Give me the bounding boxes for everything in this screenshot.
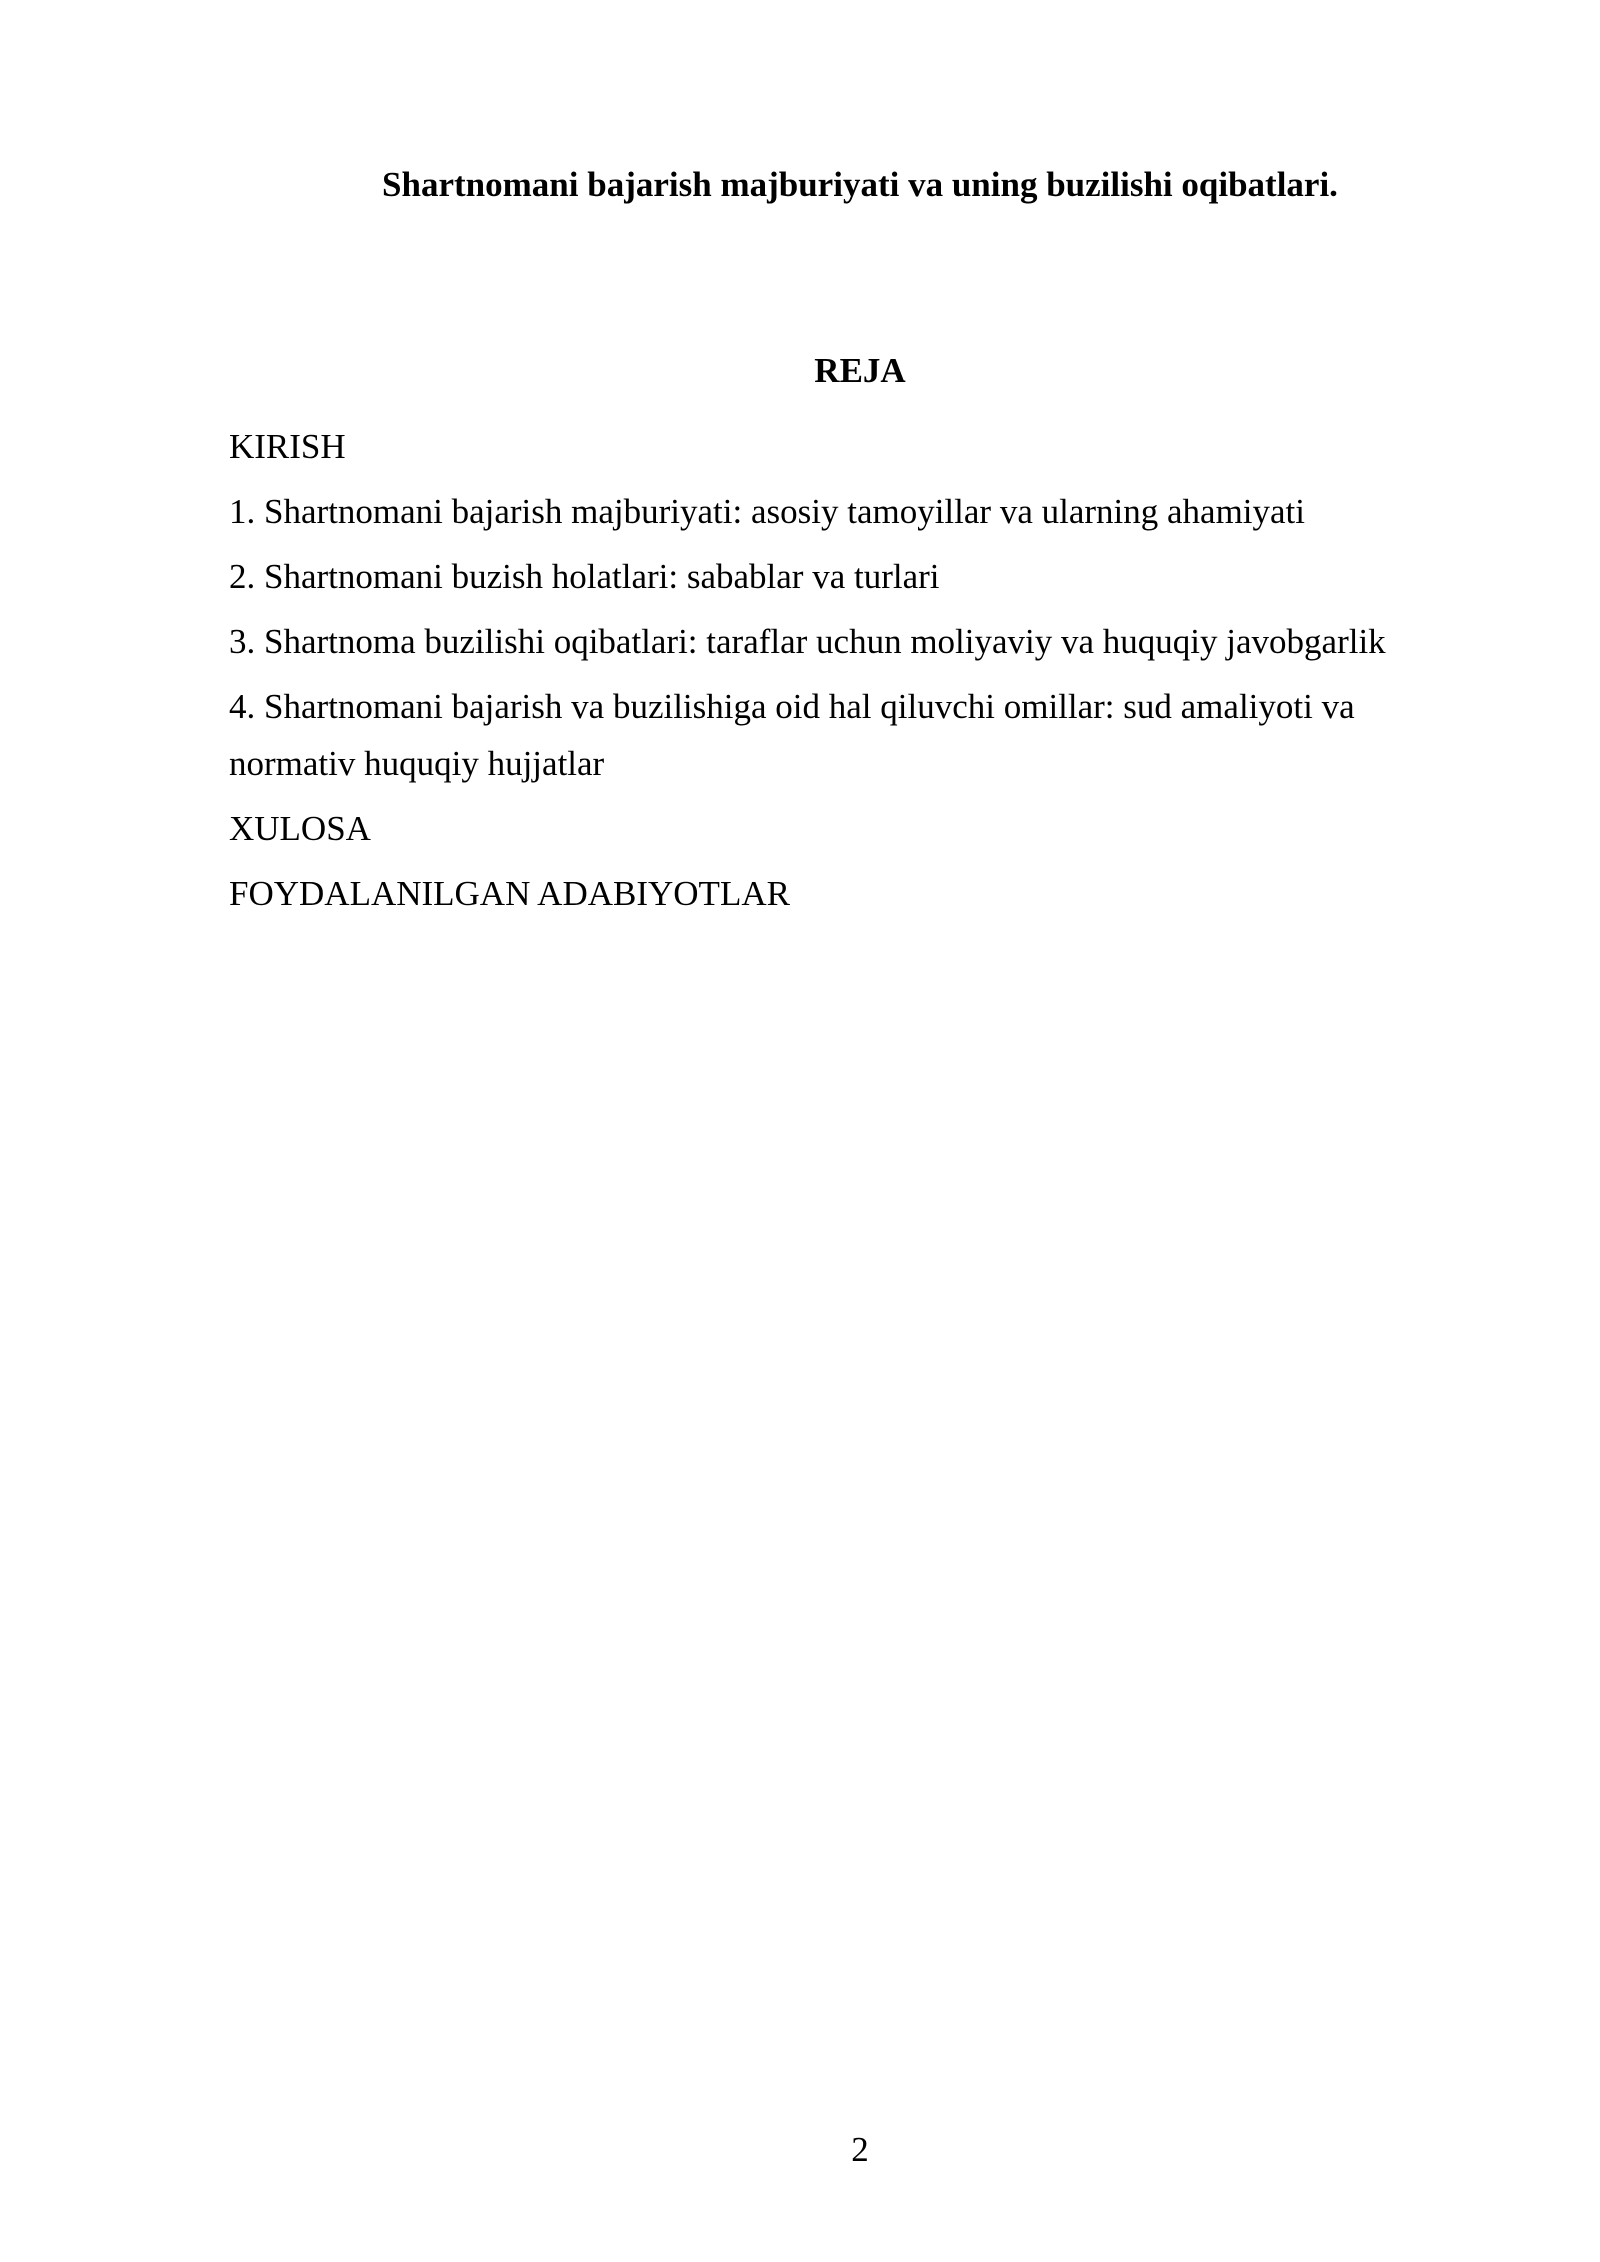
plan-item-introduction: KIRISH	[229, 427, 346, 466]
plan-item-4: 4. Shartnomani bajarish va buzilishiga oid hal qiluvchi omillar: sud amaliyoti va normativ huquqiy hujjatlar	[229, 687, 1355, 783]
plan-heading: REJA	[814, 351, 906, 390]
document-title: Shartnomani bajarish majburiyati va uning buzilishi oqibatlari.	[382, 165, 1338, 204]
plan-item-references: FOYDALANILGAN ADABIYOTLAR	[229, 874, 790, 913]
plan-item-2: 2. Shartnomani buzish holatlari: sabablar va turlari	[229, 557, 940, 596]
plan-item-3: 3. Shartnoma buzilishi oqibatlari: taraflar uchun moliyaviy va huquqiy javobgarlik	[229, 622, 1386, 661]
plan-list	[229, 418, 1479, 930]
page-number: 2	[851, 2130, 869, 2169]
plan-item-1: 1. Shartnomani bajarish majburiyati: asosiy tamoyillar va ularning ahamiyati	[229, 492, 1305, 531]
plan-item-conclusion: XULOSA	[229, 809, 371, 848]
